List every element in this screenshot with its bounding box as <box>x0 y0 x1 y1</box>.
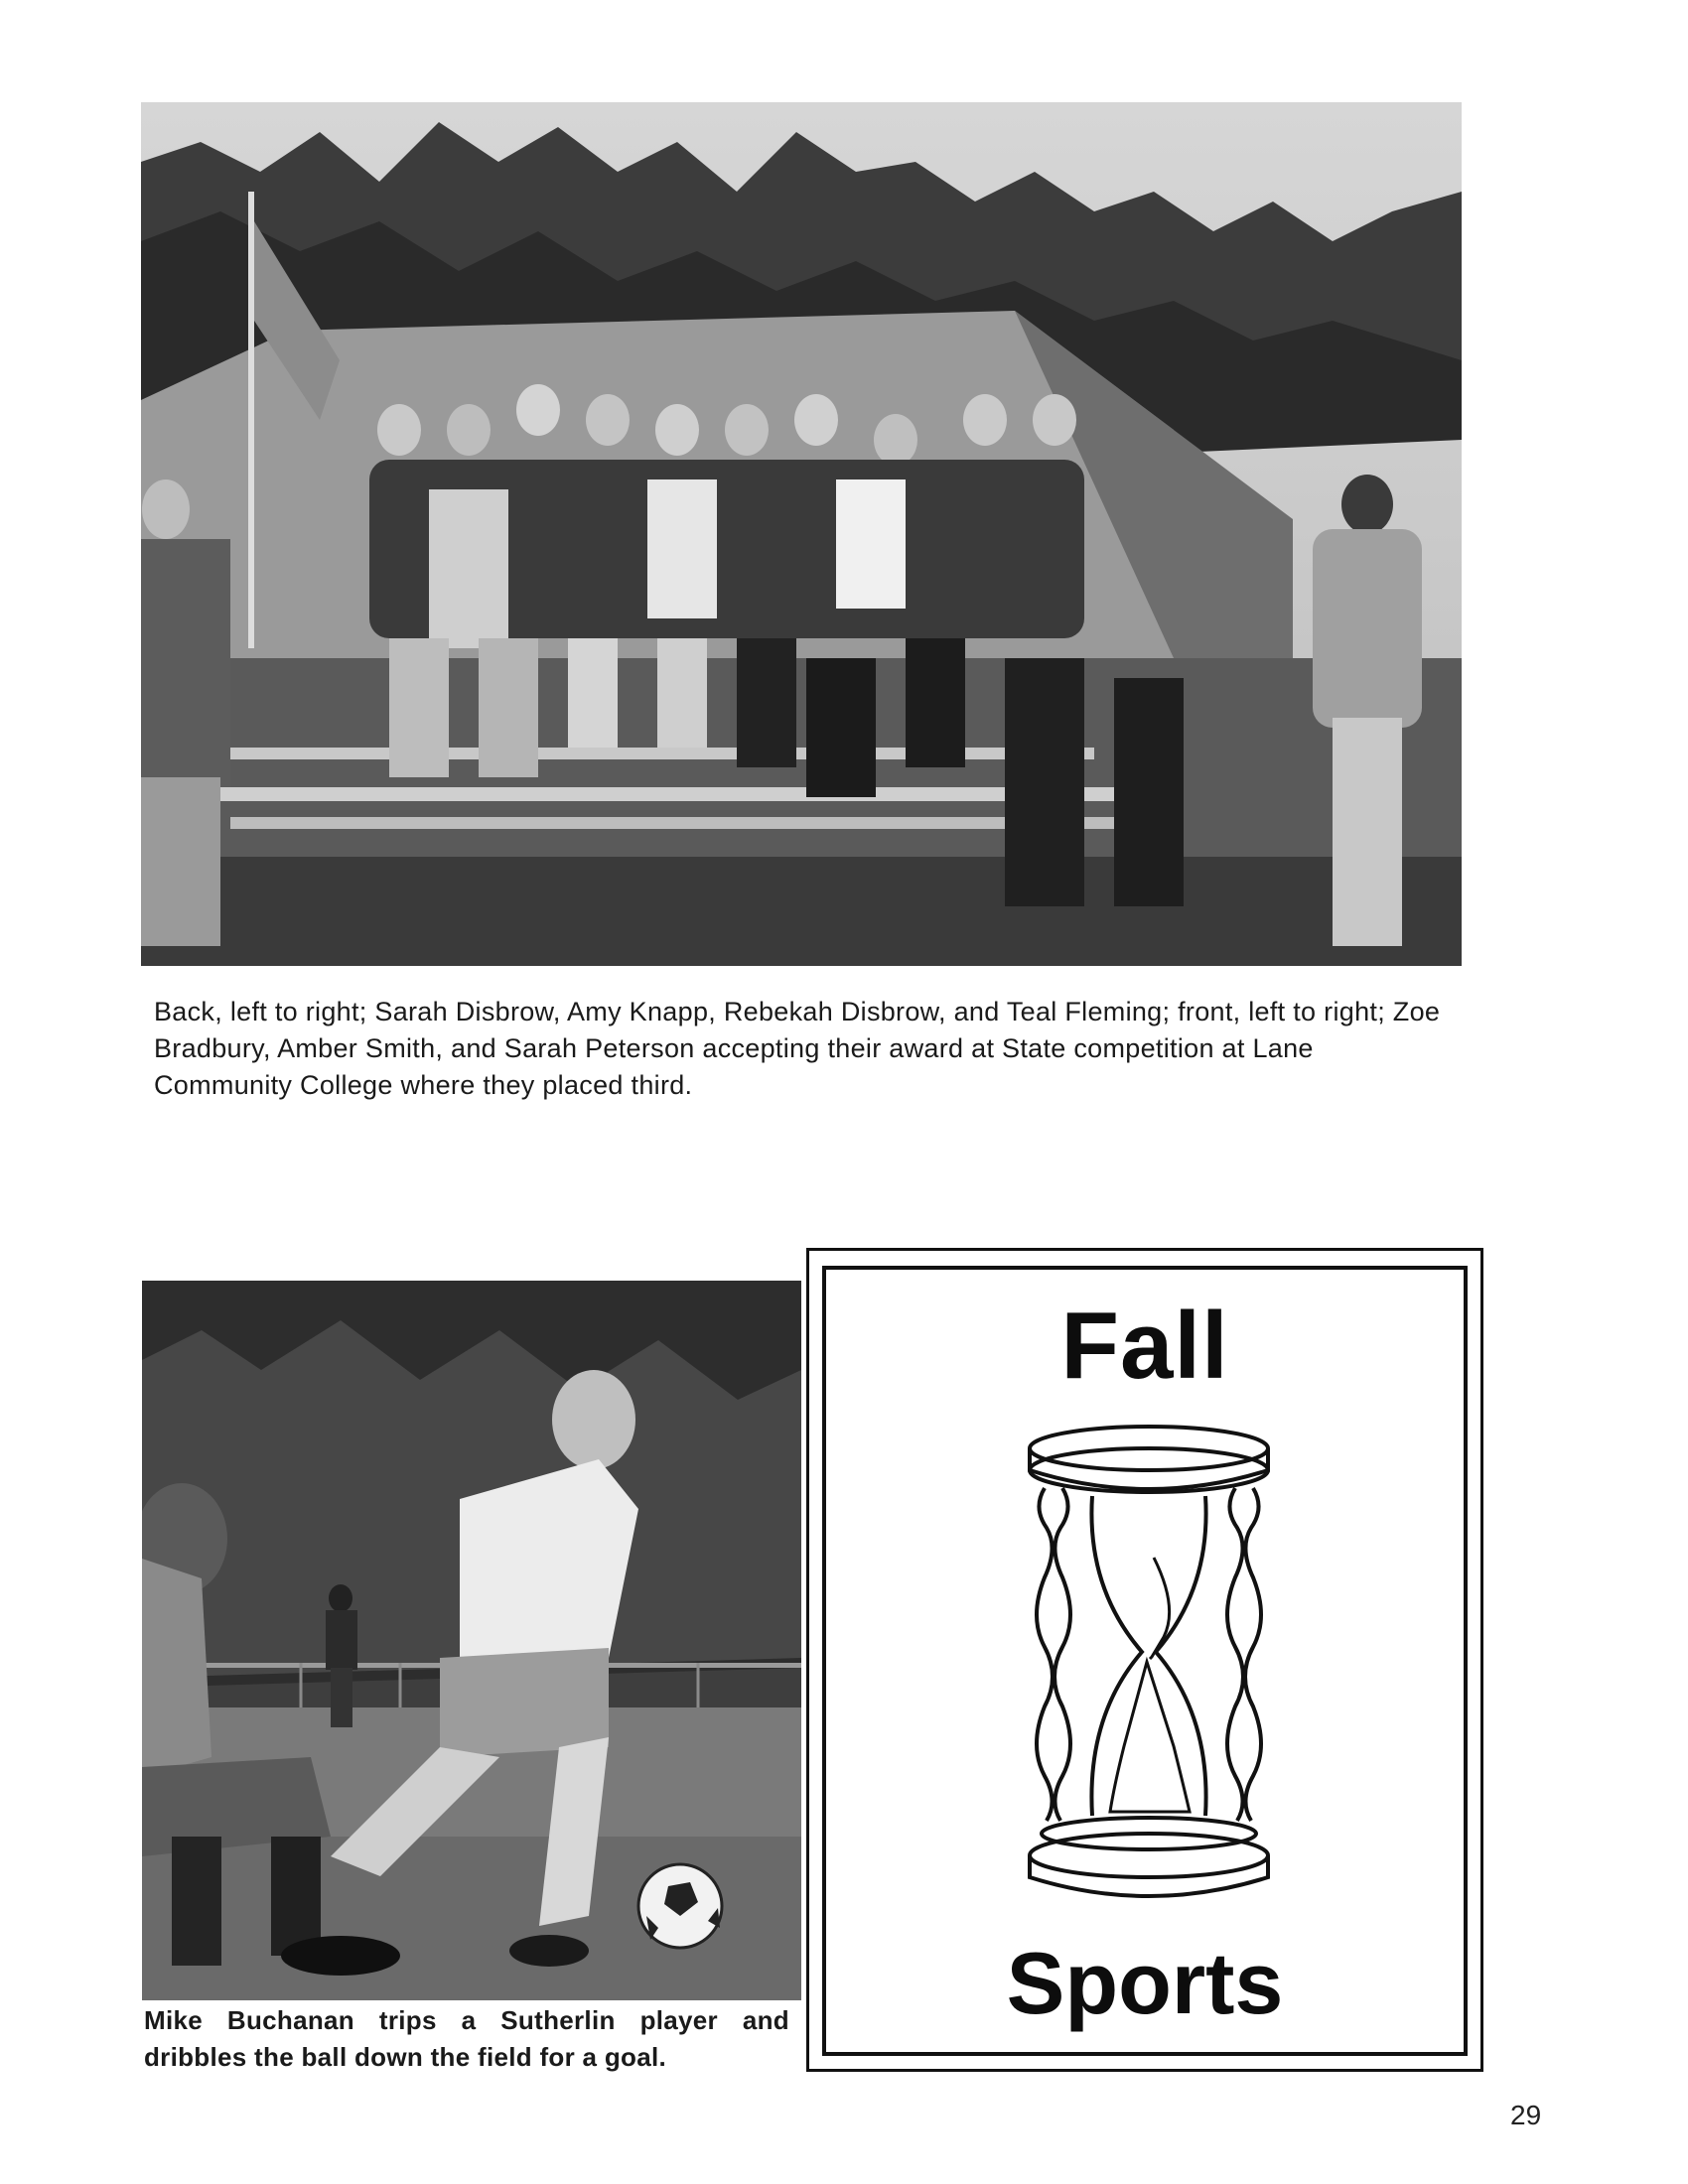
awards-photo-art <box>141 102 1462 966</box>
fall-sports-frame <box>822 1266 1468 2056</box>
awards-photo-caption: Back, left to right; Sarah Disbrow, Amy Knapp, Rebekah Disbrow, and Teal Fleming; front, left to right; Zoe Bradbury, Amber Smith, and Sarah Peterson accepting their award at State competition at Lane Community College where they placed third. <box>154 997 1441 1100</box>
hourglass-icon <box>1015 1419 1283 1905</box>
soccer-photo-art <box>142 1281 801 2000</box>
awards-photo <box>141 102 1462 966</box>
soccer-photo-caption <box>144 2002 789 2076</box>
section-title-fall: Fall <box>1060 1293 1229 1399</box>
page-number: 29 <box>1510 2100 1542 2130</box>
soccer-caption-line2: dribbles the ball down the field for a goal. <box>144 2042 667 2072</box>
soccer-caption-line1: Mike Buchanan trips a Sutherlin player and <box>144 2005 789 2035</box>
soccer-photo <box>142 1281 801 2000</box>
section-title-sports: Sports <box>1006 1934 1284 2032</box>
